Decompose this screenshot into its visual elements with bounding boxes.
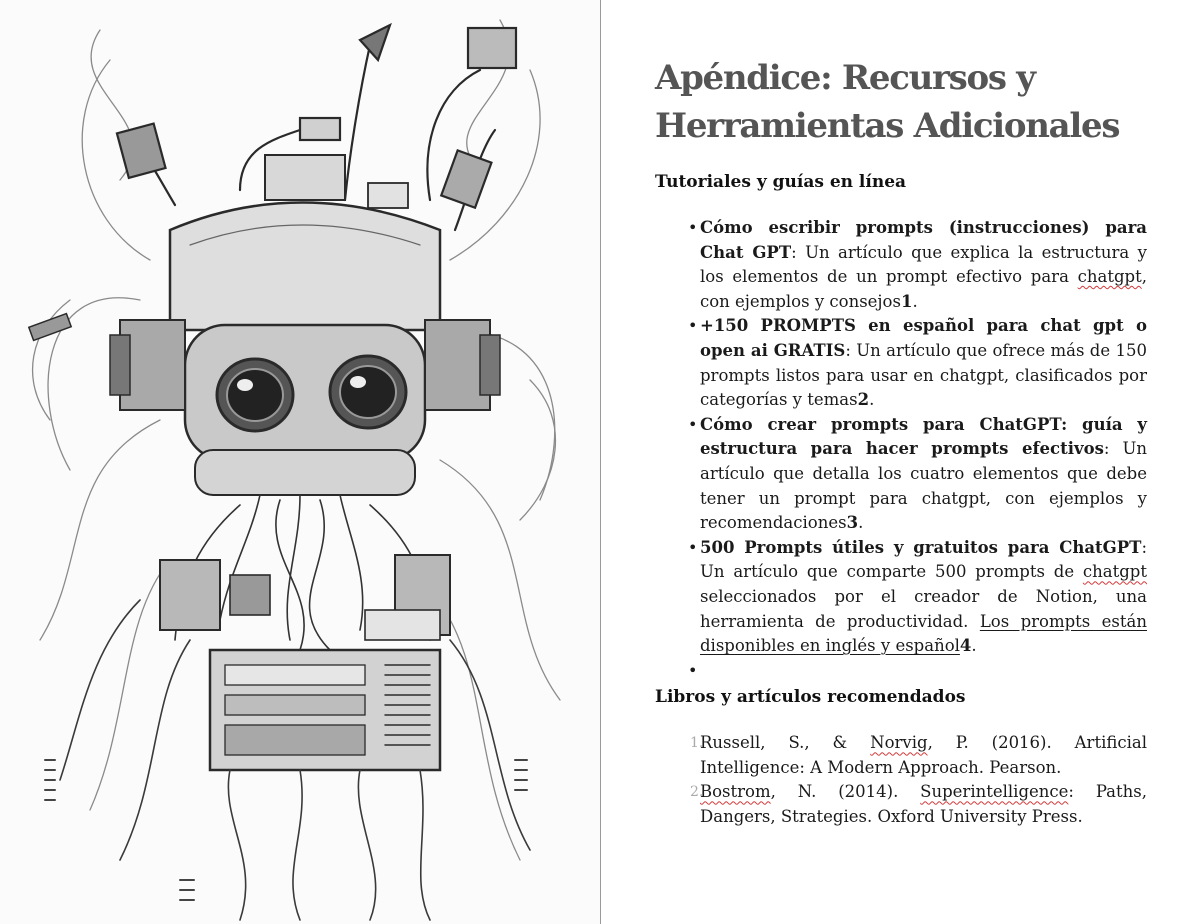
citation-number: 1: [900, 291, 913, 311]
appendix-content: [655, 54, 1147, 830]
list-item: [690, 731, 1147, 780]
item-text: : Un artículo que explica la estructura y los elementos de un prompt efectivo para: [700, 242, 1147, 287]
list-item: [700, 413, 1147, 536]
tutorials-heading: Tutoriales y guías en línea: [655, 172, 907, 192]
list-item: [690, 780, 1147, 829]
item-text: Russell, S., &: [700, 733, 871, 753]
right-page: [601, 0, 1200, 924]
empty-list-item: [700, 659, 1147, 684]
spellcheck-word[interactable]: Superintelligence: [920, 782, 1069, 802]
citation-number: 4: [959, 636, 972, 656]
item-text: , con ejemplos y consejos: [700, 267, 1147, 311]
spellcheck-word[interactable]: chatgpt: [1082, 562, 1147, 582]
item-title: 500 Prompts útiles y gratuitos para ChatGPT: [700, 537, 1142, 557]
item-text: : Un artículo que comparte 500 prompts de: [700, 537, 1147, 582]
list-number: 1.: [690, 735, 704, 752]
tutorials-list: [655, 216, 1147, 683]
item-title: Cómo crear prompts para ChatGPT: guía y estructura para hacer prompts efectivos: [700, 414, 1147, 459]
list-number: 2.: [690, 784, 704, 801]
item-tail: .: [858, 513, 864, 533]
item-text: , N. (2014).: [770, 782, 921, 802]
spellcheck-word[interactable]: chatgpt: [1077, 267, 1142, 287]
item-text: : Un artículo que detalla los cuatro elementos que debe tener un prompt para chatgpt, con ejemplos y recomendaciones: [700, 439, 1147, 533]
list-item: [700, 536, 1147, 659]
spellcheck-word[interactable]: Bostrom: [700, 782, 771, 802]
books-list: [655, 731, 1147, 829]
appendix-title: Apéndice: Recursos y Herramientas Adicionales: [655, 58, 1120, 146]
list-item: [700, 314, 1147, 412]
citation-number: 3: [846, 513, 859, 533]
item-text: : Un artículo que ofrece más de 150 prompts listos para usar en chatgpt, clasificados por categorías y temas: [700, 340, 1147, 410]
item-text: , P. (2016). Artificial Intelligence: A Modern Approach. Pearson.: [700, 733, 1147, 777]
item-title: Cómo escribir prompts (instrucciones) para Chat GPT: [700, 218, 1147, 262]
books-heading: Libros y artículos recomendados: [655, 687, 966, 708]
item-tail: .: [912, 291, 918, 311]
item-tail: .: [971, 636, 977, 656]
item-title: +150 PROMPTS en español para chat gpt o open ai GRATIS: [700, 316, 1147, 360]
item-tail: .: [869, 390, 875, 410]
item-text: : Paths, Dangers, Strategies. Oxford University Press.: [700, 782, 1147, 827]
list-item: [700, 216, 1147, 314]
citation-number: 2: [857, 390, 870, 410]
underlined-text: Los prompts están disponibles en inglés y español: [700, 611, 1147, 656]
spellcheck-word[interactable]: Norvig: [870, 733, 928, 753]
item-text: seleccionados por el creador de Notion, una herramienta de productividad.: [700, 586, 1147, 631]
